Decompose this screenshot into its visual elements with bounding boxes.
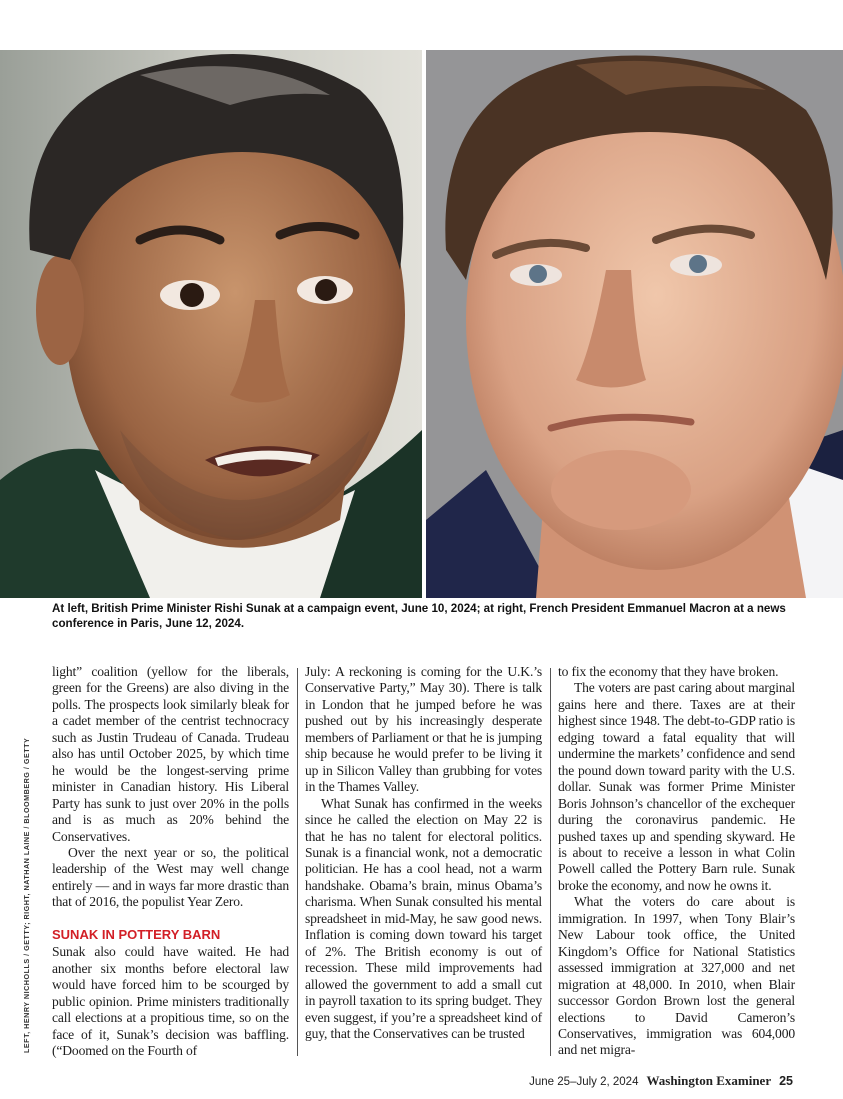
photo-caption: At left, British Prime Minister Rishi Sunak at a campaign event, June 10, 2024; at right, French President Emmanuel Macron at a news conference in Paris, June 12, 2024.	[52, 602, 786, 630]
article-paragraph: What the voters do care about is immigration. In 1997, when Tony Blair’s New Labour took office, the United Kingdom’s Office for National Statistics assessed immigration at 327,000 and net migration at 48,000. In 2010, when Blair successor Gordon Brown lost the general elections to David Cameron’s Conservatives, immigration was 604,000 and net migra-	[558, 894, 795, 1058]
column-rule-1	[297, 668, 298, 1056]
article-paragraph: light” coalition (yellow for the liberals, green for the Greens) are also diving in the polls. The prospects look similarly bleak for a cadet member of the centrist technocracy such as Justin Trudeau of Canada. Trudeau also has until October 2025, by which time he would be the longest-serving prime minister in Canadian history. His Liberal Party has sunk to just over 20% in the polls and is as much as 20% behind the Conservatives.	[52, 664, 289, 844]
photo-rishi-sunak	[0, 50, 422, 598]
issue-date: June 25–July 2, 2024	[529, 1076, 639, 1088]
article-paragraph: What Sunak has confirmed in the weeks since he called the election on May 22 is that he has no talent for electoral politics. Sunak is a financial wonk, not a democratic politician. He has a cool head, not a warm handshake. Obama’s brain, minus Obama’s charisma. When Sunak consulted his mental spreadsheet in mid-May, he saw good news. Inflation is coming down toward his target of 2%. The British economy is out of recession. These mild improvements had allowed the government to add a small cut in payroll taxation to its spring budget. They even suggest, if you’re a spreadsheet kind of guy, that the Conservatives can be trusted	[305, 795, 542, 1041]
article-paragraph: July: A reckoning is coming for the U.K.’s Conservative Party,” May 30). There is talk in London that he jumped before he was pushed out by his increasingly desperate members of Parliament or that he is jumping ship because he would prefer to be living it up in Silicon Valley than grubbing for votes in the Thames Valley.	[305, 664, 542, 795]
publication-name: Washington Examiner	[646, 1073, 772, 1088]
article-column-2	[305, 664, 542, 1042]
section-subhead: SUNAK IN POTTERY BARN	[52, 926, 221, 942]
photo-credit: LEFT, HENRY NICHOLLS / GETTY; RIGHT, NATHAN LAINE / BLOOMBERG / GETTY	[22, 737, 31, 1053]
photo-emmanuel-macron	[426, 50, 843, 598]
column-rule-2	[550, 668, 551, 1056]
article-paragraph: to fix the economy that they have broken.	[558, 664, 779, 679]
photo-left-image	[0, 50, 422, 598]
article-paragraph: The voters are past caring about marginal gains here and there. Taxes are at their highest since 1948. The debt-to-GDP ratio is edging toward a fatal equality that will undermine the markets’ confidence and send the pound down toward parity with the U.S. dollar. Sunak was former Prime Minister Boris Johnson’s chancellor of the exchequer during the coronavirus pandemic. He pushed taxes up and spending skyward. He is about to receive a lesson in what Colin Powell called the Pottery Barn rule. Sunak broke the economy, and now he owns it.	[558, 680, 795, 893]
photo-right-image	[426, 50, 843, 598]
article-column-3	[558, 664, 795, 1059]
article-paragraph: Over the next year or so, the political leadership of the West may well change entirely — and in ways far more drastic than that of 2016, the populist Year Zero.	[52, 844, 289, 910]
article-paragraph: Sunak also could have waited. He had another six months before electoral law would have forced him to be scourged by public opinion. Prime ministers traditionally call elections at a propitious time, so on the face of it, Sunak’s decision was baffling. (“Doomed on the Fourth of	[52, 944, 289, 1058]
page-footer	[529, 1073, 793, 1089]
page-number: 25	[779, 1074, 793, 1088]
article-column-1	[52, 664, 289, 1059]
